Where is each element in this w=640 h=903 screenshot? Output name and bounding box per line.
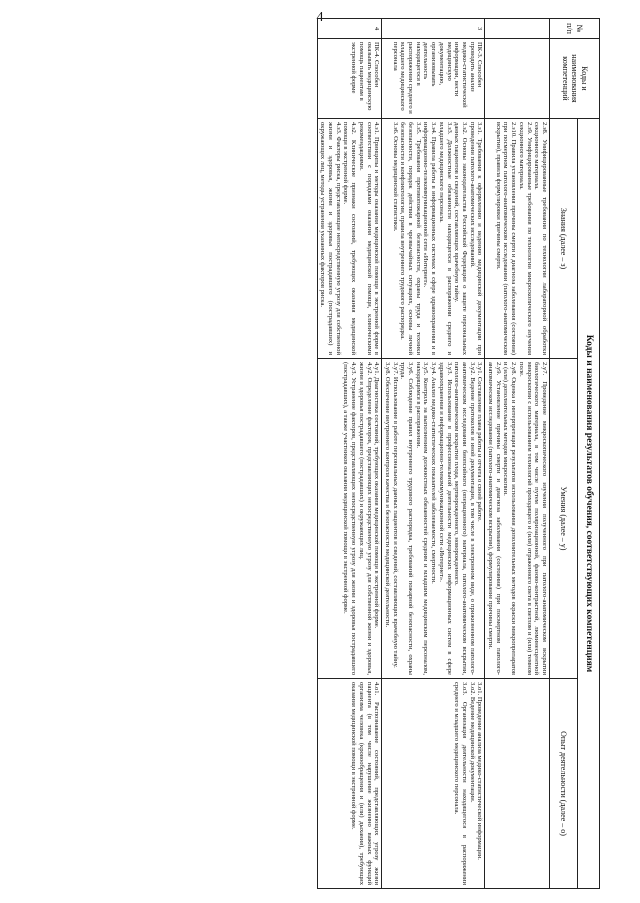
row-knowledge <box>485 119 550 359</box>
skill-item: 4.у2. Определение факторов, представляющих непосредственную угрозу для собственной жизни и здоровья, жизни и здоровья пострадавшего (пострадавших) и окружающих лиц. <box>357 362 373 675</box>
row-knowledge <box>382 119 485 359</box>
row-skills <box>382 359 485 679</box>
knowledge-item: 3.з4. Правила работы в информационных системах в сфере здравоохранения и в информационно-телекоммуникационной сети «Интернет». <box>422 122 438 355</box>
row-experience <box>485 679 550 889</box>
knowledge-item: 3.з2. Основы законодательства Российской Федерации о защите персональных данных пациентов и сведений, составляющих врачебную тайну. <box>453 122 468 355</box>
rotated-table-sheet <box>30 18 600 888</box>
skill-item: 3.у6. Соблюдение правил внутреннего трудового распорядка, требований пожарной безопасности, охраны труда. <box>399 362 415 675</box>
skill-item: 4.у3. Устранение факторов, представляющих непосредственную угрозу для жизни и здоровья пострадавшего (пострадавших), а также участников оказания медицинской помощи в экстренной форме. <box>342 362 358 675</box>
row-experience <box>382 679 485 889</box>
row-competency: ПК-3. Способен проводить анализ медико-статистической информации, вести медицинскую документацию, организовывать деятельность находящегося в распоряжении среднего и младшего медицинского персонала <box>382 39 485 119</box>
row-num: 3 <box>382 19 485 39</box>
skill-item: 3.у1. Составление плана работы и отчета о своей работе. <box>476 362 484 522</box>
skill-item: 2.у8. Оценка и интерпретация результатов использования дополнительных методов окраски микропрепаратов и (или) дополнительных методов микроскопии. <box>502 362 518 675</box>
row-knowledge <box>317 119 382 359</box>
competency-table <box>317 18 600 889</box>
experience-item: 3.о2. Ведение медицинской документации. <box>468 682 476 803</box>
table-row <box>485 19 550 889</box>
header-knowledge: Знания (далее – з) <box>550 119 578 359</box>
knowledge-item: 3.з5. Требования противопожарной безопасности, охраны труда и техники безопасности, порядок действия в чрезвычайных ситуациях, основы личной безопасности и конфликтологии, правила внутреннего трудового распорядка. <box>399 122 422 355</box>
header-num: № п/п <box>550 19 600 39</box>
knowledge-item: 3.з3. Должностные обязанности находящегося в распоряжении среднего и младшего медицинского персонала. <box>437 122 453 355</box>
knowledge-item: 4.з2. Клинические признаки состояний, требующих оказания медицинской помощи в экстренной форме. <box>342 122 358 355</box>
knowledge-item: 2.з10. Правила установления причины смерти и диагноза заболевания (состояния) при посмертном патолого-анатомическом исследовании (патолого-анатомическом вскрытии), правила формулировки причины смерти. <box>494 122 518 355</box>
skill-item: 3.у7. Использование в работе персональных данных пациентов и сведений, составляющих врачебную тайну. <box>391 362 399 668</box>
row-skills <box>317 359 382 679</box>
skill-item: 3.у4. Анализ медико-статистических показателей заболеваемости, смертности. <box>430 362 438 584</box>
knowledge-item: 3.з6. Основы медицинской статистики. <box>391 122 399 232</box>
header-codes: Коды и наименования компетенций <box>550 39 600 119</box>
knowledge-item: 4.з3. Факторы риска, представляющие непосредственную угрозу для собственной жизни и здоровья, жизни и здоровья пострадавшего (пострадавших) и окружающих лиц, методы устранения указанных факторов риска. <box>319 122 342 355</box>
row-experience <box>317 679 382 889</box>
table-row <box>317 19 382 889</box>
skill-item: 2.у7. Проведение микроскопического изучения полученного при патолого-анатомическом вскрытии биологического материала, в том числе путем поляризационной, фазово-контрастной, люминесцентной микроскопии с использованием технологий проходящего и (или) отраженного света в светлом и (или) темном поле. <box>517 362 548 675</box>
knowledge-item: 2.з8. Унифицированные требования по технологии лабораторной обработки секционного материала. <box>533 122 548 355</box>
header-experience: Опыт деятельности (далее – о) <box>550 679 578 889</box>
header-skills: Умения (далее – у) <box>550 359 578 679</box>
row-num: 4 <box>317 19 382 39</box>
skill-item: 3.у5. Контроль за выполнением должностных обязанностей средним и младшим медицинским персоналом, находящимся в распоряжении. <box>414 362 430 675</box>
knowledge-item: 4.з1. Принципы и методы оказания медицинской помощи в экстренной форме в соответствии с порядками оказания медицинской помощи, клиническими рекомендациями. <box>357 122 381 355</box>
page-number: 4 <box>316 10 324 25</box>
row-skills <box>485 359 550 679</box>
table-row <box>382 19 485 889</box>
experience-item: 4.о1. Распознавание состояний, представляющих угрозу жизни пациента (в том числе нарушение жизненно важных функций организма человека (кровообращения и (или) дыхания), требующих оказания медицинской помощи в экстренной форме. <box>350 682 381 885</box>
skill-item: 3.у8. Обеспечение внутреннего контроля качества и безопасности медицинской деятельности. <box>383 362 391 628</box>
skill-item: 2.у9. Установление причины смерти и диагноза заболевания (состояния) при посмертном патолого-анатомическом исследовании (патолого-анатомическом вскрытии), формулирование причины смерти. <box>487 362 502 675</box>
row-num <box>485 19 550 39</box>
header-group-title: Коды и наименования результатов обучения, соответствующих компетенциям <box>578 119 600 889</box>
experience-item: 3.о3. Организация деятельности находящегося в распоряжении среднего и младшего медицинского персонала. <box>453 682 468 885</box>
row-competency <box>485 39 550 119</box>
skill-item: 4.у1. Диагностика состояний, требующих оказания медицинской помощи в экстренной форме. <box>373 362 381 629</box>
knowledge-item: 3.з1. Требования к оформлению и ведению медицинской документации при проведении патолого-анатомических исследований. <box>468 122 484 355</box>
skill-item: 3.у2. Ведение протоколов и иной документации, в том числе в электронном виде, о прижизненном патолого-анатомическом исследовании биопсийного (операционного) материала, патолого-анатомическом вскрытии, патолого-анатомическом вскрытии плода, мертворожденного, новорожденного. <box>453 362 476 675</box>
knowledge-item: 2.з9. Унифицированные требования по технологии микроскопического изучения секционного материала. <box>517 122 533 355</box>
experience-item: 3.о1. Проведение анализа медико-статистической информации. <box>476 682 484 860</box>
row-competency: ПК-4. Способен оказывать медицинскую помощь пациентам в экстренной форме <box>317 39 382 119</box>
skill-item: 3.у3. Использование в профессиональной деятельности медицинских информационных систем в сфере здравоохранения и информационно-телекоммуникационной сети «Интернет». <box>437 362 453 675</box>
